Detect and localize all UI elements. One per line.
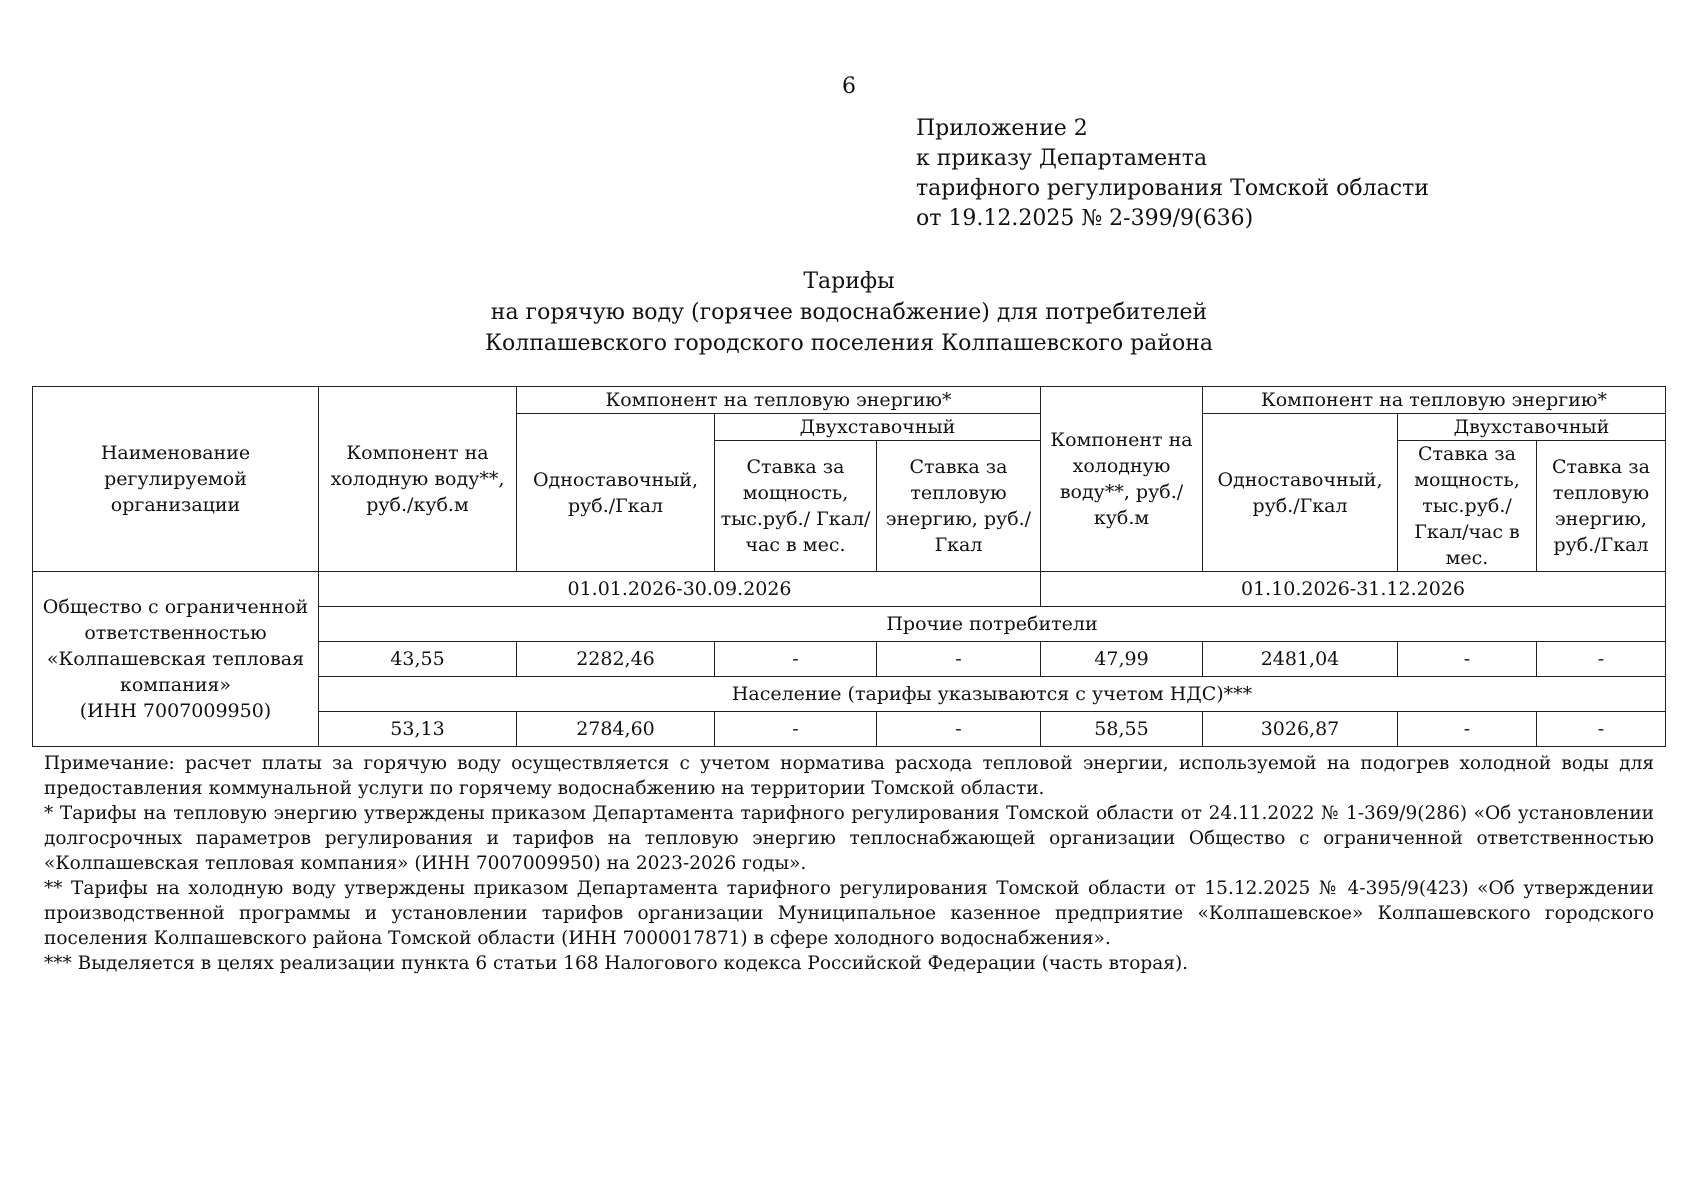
page-number: 6 [842, 74, 856, 99]
org-line-3: «Колпашевская тепловая [46, 648, 305, 670]
header-cold-water-1: Компонент на холодную воду**, руб./куб.м [319, 387, 517, 572]
approval-line-3: тарифного регулирования Томской области [916, 176, 1429, 201]
header-single-rate-1: Одноставочный, руб./Гкал [517, 414, 715, 572]
org-line-5: (ИНН 7007009950) [79, 700, 272, 722]
cell-capacity-rate-2: - [1398, 642, 1537, 677]
cell-energy-rate-1: - [877, 642, 1041, 677]
organization-cell [33, 572, 319, 747]
period-2: 01.10.2026-31.12.2026 [1041, 572, 1666, 607]
approval-line-2: к приказу Департамента [916, 146, 1208, 171]
header-energy-rate-2: Ставка за тепловую энергию, руб./Гкал [1537, 441, 1666, 572]
title-line-3: Колпашевского городского поселения Колпашевского района [485, 331, 1213, 356]
cell-cold-water-1: 53,13 [319, 712, 517, 747]
header-two-rate-1: Двухставочный [715, 414, 1041, 441]
tariffs-table [32, 386, 1666, 747]
cell-single-rate-1: 2784,60 [517, 712, 715, 747]
cell-energy-rate-2: - [1537, 712, 1666, 747]
header-capacity-rate-2: Ставка за мощность, тыс.руб./ Гкал/час в мес. [1398, 441, 1537, 572]
note-footnote-1: * Тарифы на тепловую энергию утверждены приказом Департамента тарифного регулирования Томской области от 24.11.2022 № 1-369/9(286) «Об установлении долгосрочных параметров регулирования и тарифов на тепловую энергию теплоснабжающей организации Общество с ограниченной ответственностью «Колпашевская тепловая компания» (ИНН 7007009950) на 2023-2026 годы». [44, 803, 1654, 874]
cell-energy-rate-2: - [1537, 642, 1666, 677]
approval-block [916, 114, 1429, 234]
period-row [33, 572, 1666, 607]
approval-line-1: Приложение 2 [916, 116, 1088, 141]
header-energy-rate-1: Ставка за тепловую энергию, руб./Гкал [877, 441, 1041, 572]
cell-cold-water-2: 58,55 [1041, 712, 1203, 747]
category-other: Прочие потребители [319, 607, 1666, 642]
document-title [0, 266, 1698, 359]
title-line-2: на горячую воду (горячее водоснабжение) для потребителей [490, 300, 1208, 325]
period-1: 01.01.2026-30.09.2026 [319, 572, 1041, 607]
header-single-rate-2: Одноставочный, руб./Гкал [1203, 414, 1398, 572]
org-line-2: ответственностью [84, 622, 267, 644]
category-population: Население (тарифы указываются с учетом НДС)*** [319, 677, 1666, 712]
header-heat-component-1: Компонент на тепловую энергию* [517, 387, 1041, 414]
cell-single-rate-1: 2282,46 [517, 642, 715, 677]
org-line-1: Общество с ограниченной [42, 596, 309, 618]
title-line-1: Тарифы [803, 269, 895, 294]
cell-single-rate-2: 2481,04 [1203, 642, 1398, 677]
note-footnote-3: *** Выделяется в целях реализации пункта 6 статьи 168 Налогового кодекса Российской Федерации (часть вторая). [44, 953, 1189, 974]
header-capacity-rate-1: Ставка за мощность, тыс.руб./ Гкал/час в мес. [715, 441, 877, 572]
header-cold-water-2: Компонент на холодную воду**, руб./куб.м [1041, 387, 1203, 572]
header-two-rate-2: Двухставочный [1398, 414, 1666, 441]
header-row-1 [33, 387, 1666, 414]
cell-capacity-rate-2: - [1398, 712, 1537, 747]
approval-line-4: от 19.12.2025 № 2-399/9(636) [916, 206, 1254, 231]
cell-energy-rate-1: - [877, 712, 1041, 747]
cell-capacity-rate-1: - [715, 712, 877, 747]
org-line-4: компания» [119, 674, 232, 696]
note-footnote-2: ** Тарифы на холодную воду утверждены приказом Департамента тарифного регулирования Томской области от 15.12.2025 № 4-395/9(423) «Об утверждении производственной программы и установлении тарифов организации Муниципальное казенное предприятие «Колпашевское» Колпашевского городского поселения Колпашевского района Томской области (ИНН 7000017871) в сфере холодного водоснабжения». [44, 878, 1654, 949]
cell-capacity-rate-1: - [715, 642, 877, 677]
header-org-name: Наименование регулируемой организации [33, 387, 319, 572]
note-main: Примечание: расчет платы за горячую воду осуществляется с учетом норматива расхода тепловой энергии, используемой на подогрев холодной воды для предоставления коммунальной услуги по горячему водоснабжению на территории Томской области. [44, 753, 1654, 799]
cell-single-rate-2: 3026,87 [1203, 712, 1398, 747]
header-heat-component-2: Компонент на тепловую энергию* [1203, 387, 1666, 414]
cell-cold-water-1: 43,55 [319, 642, 517, 677]
cell-cold-water-2: 47,99 [1041, 642, 1203, 677]
notes-block [44, 751, 1654, 976]
